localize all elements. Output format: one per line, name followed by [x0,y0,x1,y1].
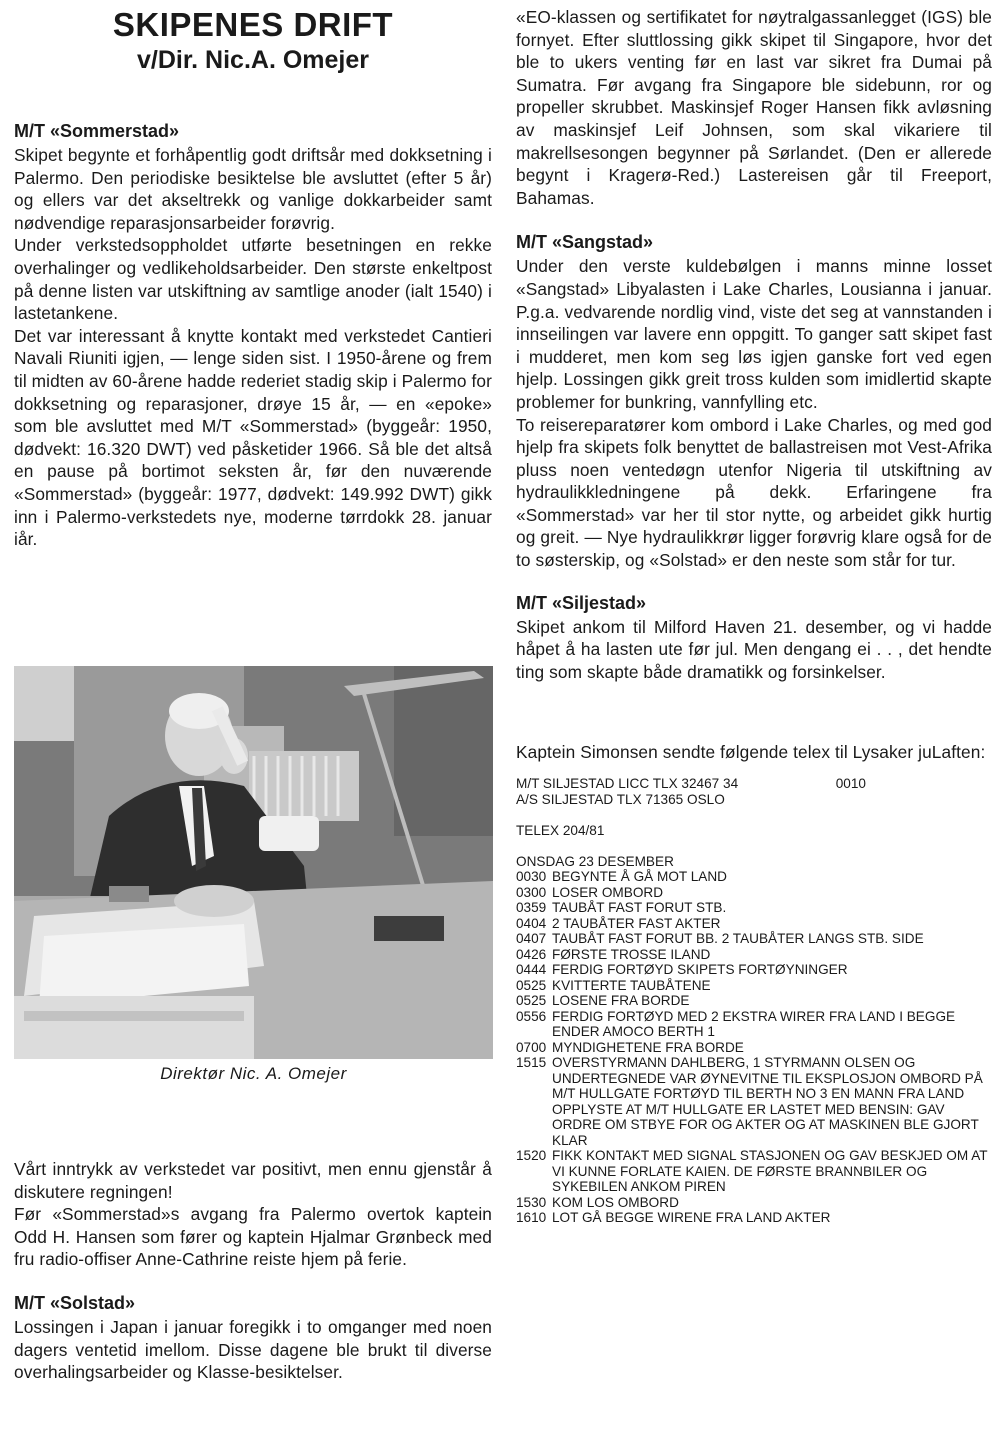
telex-entry [516,916,992,932]
telex-entry-time: 0525 [516,993,547,1009]
paragraph: Under den verste kuldebølgen i manns minne losset «Sangstad» Libyalasten i Lake Charles, Lousianna i januar. P.g.a. vedvarende nordlig vind, viste det seg at vannstanden i innseilingen var lavere enn oppgitt. To ganger satt skipet fast i mudderet, men kom seg løs igjen ganske fort ved egen hjelp. Lossingen gikk greit tross kulden som imidlertid skapte problemer for bunkring, vannfylling etc. [516,256,992,412]
telex-entry [516,1055,992,1148]
telex-entry-text: MYNDIGHETENE FRA BORDE [552,1039,744,1055]
telex-entry-text: LOSER OMBORD [552,884,664,900]
telex-sender: M/T SILJESTAD LICC TLX 32467 34 [516,776,739,792]
telex-entry [516,947,992,963]
telex-entries [516,869,992,1226]
telex-entry-time: 0525 [516,977,547,993]
telex-entry-time: 0556 [516,1008,547,1024]
telex-entry-time: 1520 [516,1148,547,1164]
telex-entry-text: FØRSTE TROSSE ILAND [552,946,711,962]
telex-entry-time: 0700 [516,1039,547,1055]
telex-entry [516,978,992,994]
telex-entry-time: 0426 [516,946,547,962]
telex-entry [516,885,992,901]
telex-entry [516,1210,992,1226]
telex-entry-text: LOSENE FRA BORDE [552,993,690,1009]
telex-entry-time: 1610 [516,1210,547,1226]
telex-entry-text: KOM LOS OMBORD [552,1194,679,1210]
director-photo [14,666,493,1059]
paragraph: Skipet ankom til Milford Haven 21. desember, og vi hadde håpet å ha lasten ute før jul. Men dengang ei . . , det hendte ting som skapte både dramatikk og forsinkelser. [516,616,992,682]
telex-entry-text: FERDIG FORTØYD MED 2 EKSTRA WIRER FRA LAND I BEGGE ENDER AMOCO BERTH 1 [552,1008,956,1040]
photo-caption: Direktør Nic. A. Omejer [160,1064,347,1083]
telex-entry-time: 0404 [516,915,547,931]
page-title: SKIPENES DRIFT [112,6,394,43]
paragraph: Kaptein Simonsen sendte følgende telex til Lysaker juLaften: [516,742,986,763]
telex-entry-time: 0300 [516,884,547,900]
telex-entry [516,993,992,1009]
paragraph: Før «Sommerstad»s avgang fra Palermo overtok kaptein Odd H. Hansen som fører og kaptein Hjalmar Grønbeck med fru radio-offiser Anne-Cathrine reiste hjem på ferie. [14,1204,492,1270]
telex-entry-text: 2 TAUBÅTER FAST AKTER [552,915,721,931]
left-lower-column [14,1158,492,1384]
telex-entry [516,1195,992,1211]
photo-illustration [14,666,493,1059]
telex-code: 0010 [835,776,866,792]
telex-entry-time: 1515 [516,1055,547,1071]
right-column [516,6,992,1226]
telex-entry [516,869,992,885]
telex-entry-text: TAUBÅT FAST FORUT BB. 2 TAUBÅTER LANGS STB. SIDE [552,931,924,947]
section-heading-sommerstad: M/T «Sommerstad» [14,121,180,141]
telex-entry [516,962,992,978]
section-heading-siljestad: M/T «Siljestad» [516,592,647,613]
section-heading-sangstad: M/T «Sangstad» [516,232,654,253]
paragraph: Det var interessant å knytte kontakt med verkstedet Cantieri Navali Riuniti igjen, — lenge siden sist. I 1950-årene og frem til midten av 60-årene hadde rederiet stadig skip i Palermo for dokksetning og reparasjoner, drøye 15 år, — en «epoke» som ble avsluttet med M/T «Sommerstad» (byggeår: 1950, dødvekt: 16.320 DWT) ved påsketider 1966. Så ble det altså en pause på bortimot seksten år, før den nuværende «Sommerstad» (byggeår: 1977, dødvekt: 149.992 DWT) gikk inn i Palermo-verkstedets nye, moderne tørrdokk 28. januar iår. [14,325,492,550]
telex-entry-text: OVERSTYRMANN DAHLBERG, 1 STYRMANN OLSEN OG UNDERTEGNEDE VAR ØYNEVITNE TIL EKSPLOSJON OMBORD PÅ M/T HULLGATE FORTØYD TIL BERTH NO 3 EN MANN FRA LAND OPPLYSTE AT M/T HULLGATE ER LASTET MED BENSIN: GAV ORDRE OM STBYE FOR OG AKTER OG AT MASKINEN BLE GJORT KLAR [552,1055,983,1148]
telex-entry-time: 0030 [516,869,547,885]
paragraph: «EO-klassen og sertifikatet for nøytralgassanlegget (IGS) ble fornyet. Efter sluttlossing gikk skipet til Singapore, hvor det ble to ukers venting før en last var sikret fra Dumai på Sumatra. Før avgang fra Singapore ble sidebunn, ror og propeller skrubbet. Maskinsjef Roger Hansen fikk avløsning av maskinsjef Leif Johnsen, som skal vikariere til makrellsesongen begynner på Sørlandet. (Den er allerede begynt i Kragerø-Red.) Lastereisen går til Freeport, Bahamas. [516,7,992,208]
telex-entry-time: 0444 [516,962,547,978]
telex-entry-text: BEGYNTE Å GÅ MOT LAND [552,869,727,885]
telex-block [516,776,992,1226]
telex-entry [516,900,992,916]
telex-entry-text: FERDIG FORTØYD SKIPETS FORTØYNINGER [552,962,848,978]
telex-entry-time: 0359 [516,900,547,916]
byline: v/Dir. Nic.A. Omejer [136,46,370,74]
telex-header-line [516,776,866,792]
telex-entry-text: TAUBÅT FAST FORUT STB. [552,900,727,916]
left-column [14,6,492,551]
telex-entry-text: LOT GÅ BEGGE WIRENE FRA LAND AKTER [552,1210,831,1226]
paragraph: Vårt inntrykk av verkstedet var positivt, men ennu gjenstår å diskutere regningen! [14,1159,492,1202]
telex-entry-time: 0407 [516,931,547,947]
telex-date: ONSDAG 23 DESEMBER [516,853,674,869]
section-heading-solstad: M/T «Solstad» [14,1292,136,1313]
telex-ref: TELEX 204/81 [516,823,605,839]
paragraph: Skipet begynte et forhåpentlig godt driftsår med dokksetning i Palermo. Den periodiske besiktelse ble avsluttet (efter 5 år) og ellers var det akseltrekk og vanlige dokkarbeider samt nødvendige reparasjonsarbeider forøvrig. [14,145,492,233]
paragraph: Lossingen i Japan i januar foregikk i to omganger med noen dagers ventetid imellom. Disse dagene ble brukt til diverse overhalingsarbeider og Klasse-besiktelser. [14,1316,492,1383]
telex-recipient: A/S SILJESTAD TLX 71365 OSLO [516,791,725,807]
paragraph: Under verkstedsoppholdet utførte besetningen en rekke overhalinger og vedlikeholdsarbeider. Den største enkeltpost på denne listen var utskiftning av samtlige anoder (ialt 1540) i lastetankene. [14,235,492,324]
telex-entry-text: FIKK KONTAKT MED SIGNAL STASJONEN OG GAV BESKJED OM AT VI KUNNE FORLATE KAIEN. DE FØRSTE BRANNBILER OG SYKEBILEN ANKOM PIREN [552,1148,988,1195]
telex-entry [516,931,992,947]
telex-entry [516,1040,992,1056]
telex-entry-text: KVITTERTE TAUBÅTENE [552,977,711,993]
telex-entry-time: 1530 [516,1194,547,1210]
telex-entry [516,1009,992,1040]
telex-entry [516,1148,992,1195]
paragraph: To reisereparatører kom ombord i Lake Charles, og med god hjelp fra skipets folk benyttet de ballastreisen mot Vest-Afrika pluss noen ventedøgn utenfor Nigeria til utskiftning av hydraulikkledningene på dekk. Erfaringene fra «Sommerstad» var her til stor nytte, og arbeidet gikk hurtig og greit. — Nye hydraulikkrør ligger forøvrig klare også for de to søsterskip, og «Solstad» er den neste som står for tur. [516,414,992,571]
